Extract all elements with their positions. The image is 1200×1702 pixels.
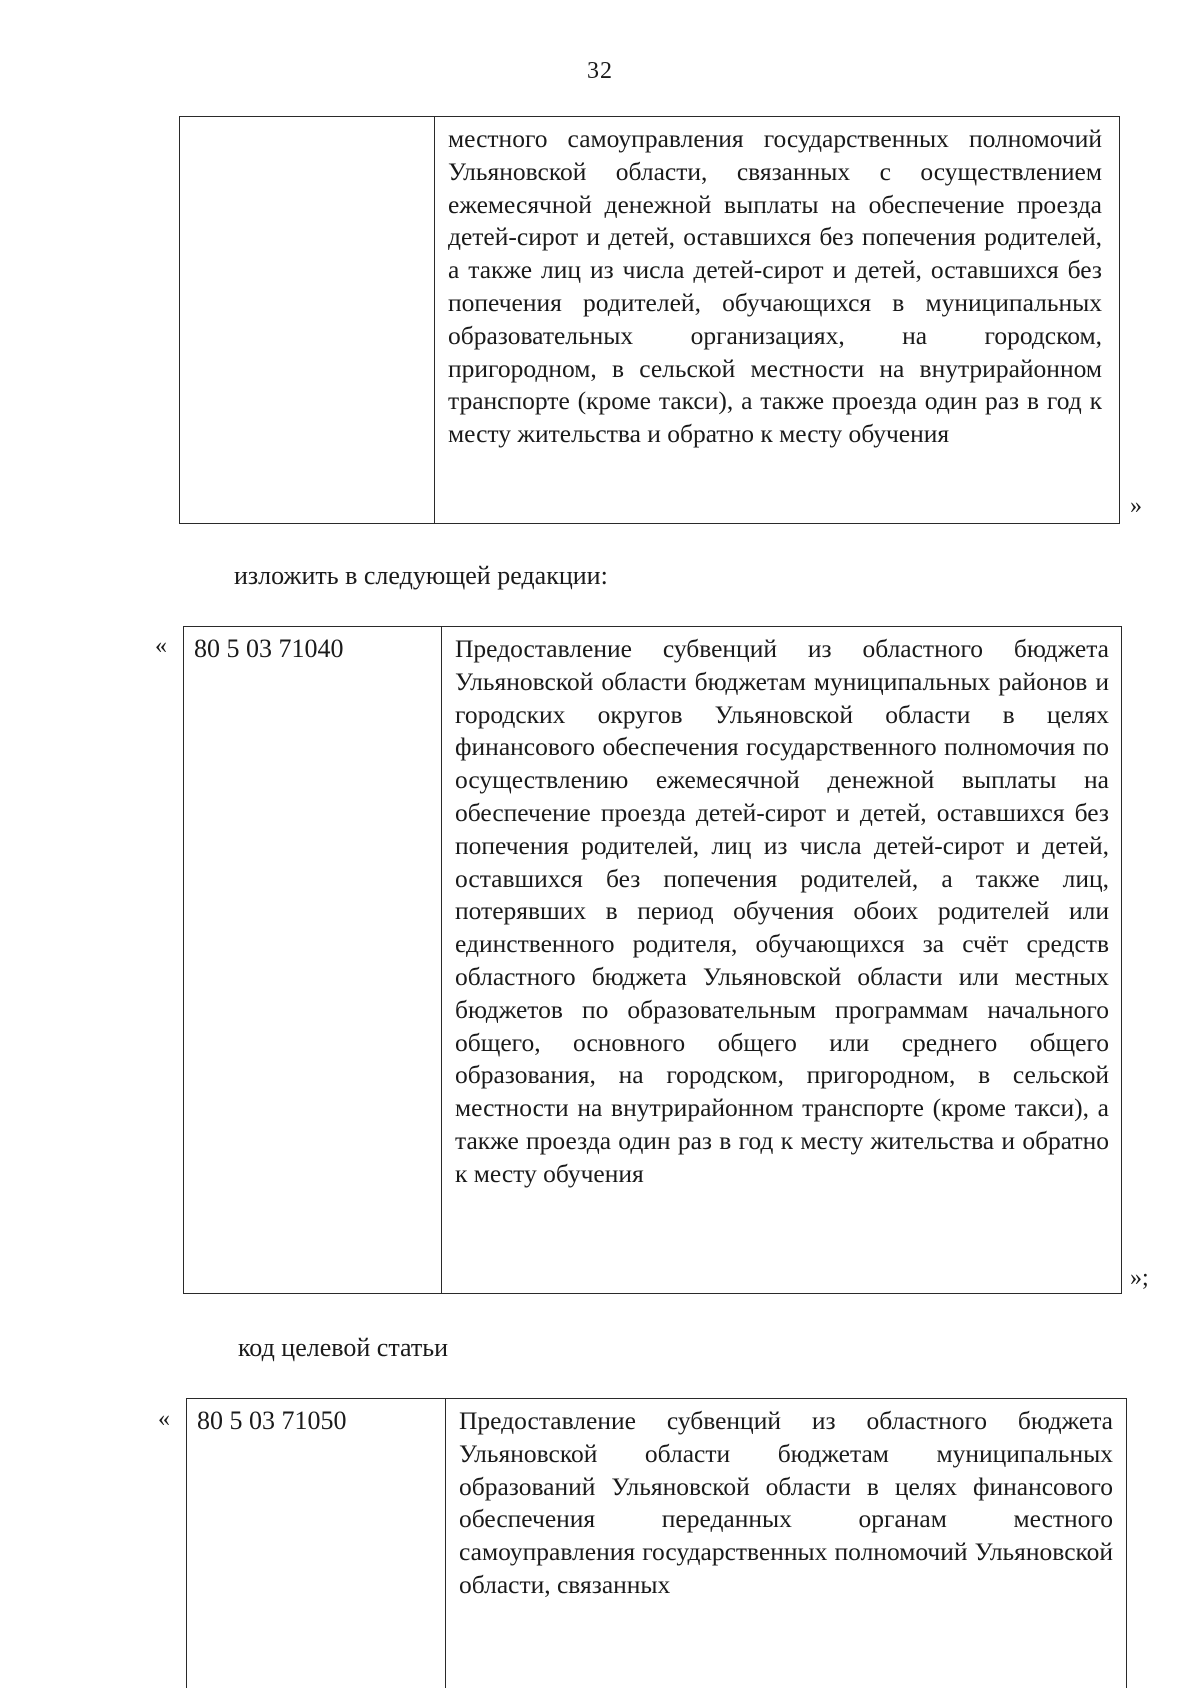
table-row-71050 xyxy=(186,1398,1127,1688)
target-article-code: 80 5 03 71040 xyxy=(194,634,344,663)
instruction-text: изложить в следующей редакции: xyxy=(234,561,608,590)
description-cell: Предоставление субвенций из областного бюджета Ульяновской области бюджетам муниципальных районов и городских округов Ульяновской области в целях финансового обеспечения государственного полномочия по осуществлению ежемесячной денежной выплаты на обеспечение проезда детей-сирот и детей, оставшихся без попечения родителей, лиц из числа детей-сирот и детей, оставшихся без попечения родителей, а также лиц, потерявших в период обучения обоих родителей или единственного родителя, обучающихся за счёт средств областного бюджета Ульяновской области или местных бюджетов по образовательным программам начального общего, основного общего или среднего общего образования, на городском, пригородном, в сельской местности на внутрирайонном транспорте (кроме такси), а также проезда один раз в год к месту жительства и обратно к месту обучения xyxy=(455,634,1109,1188)
description-cell: Предоставление субвенций из областного бюджета Ульяновской области бюджетам муниципальных образований Ульяновской области в целях финансового обеспечения переданных органам местного самоуправления государственных полномочий Ульяновской области, связанных xyxy=(459,1406,1113,1599)
column-divider xyxy=(441,627,442,1293)
instruction-text: код целевой статьи xyxy=(238,1333,448,1362)
opening-quote: « xyxy=(158,1406,170,1432)
page-number: 32 xyxy=(587,58,613,84)
target-article-code: 80 5 03 71050 xyxy=(197,1406,347,1435)
closing-quote: »; xyxy=(1130,1265,1149,1291)
opening-quote: « xyxy=(155,633,167,659)
description-cell: местного самоуправления государственных полномочий Ульяновской области, связанных с осуществлением ежемесячной денежной выплаты на обеспечение проезда детей-сирот и детей, оставшихся без попечения родителей, а также лиц из числа детей-сирот и детей, оставшихся без попечения родителей, обучающихся в муниципальных образовательных организациях, на городском, пригородном, в сельской местности на внутрирайонном транспорте (кроме такси), а также проезда один раз в год к месту жительства и обратно к месту обучения xyxy=(448,124,1102,449)
table-row-71040 xyxy=(183,626,1122,1294)
closing-quote: » xyxy=(1130,493,1142,519)
column-divider xyxy=(445,1399,446,1688)
column-divider xyxy=(434,117,435,523)
table-row-continuation xyxy=(179,116,1120,524)
